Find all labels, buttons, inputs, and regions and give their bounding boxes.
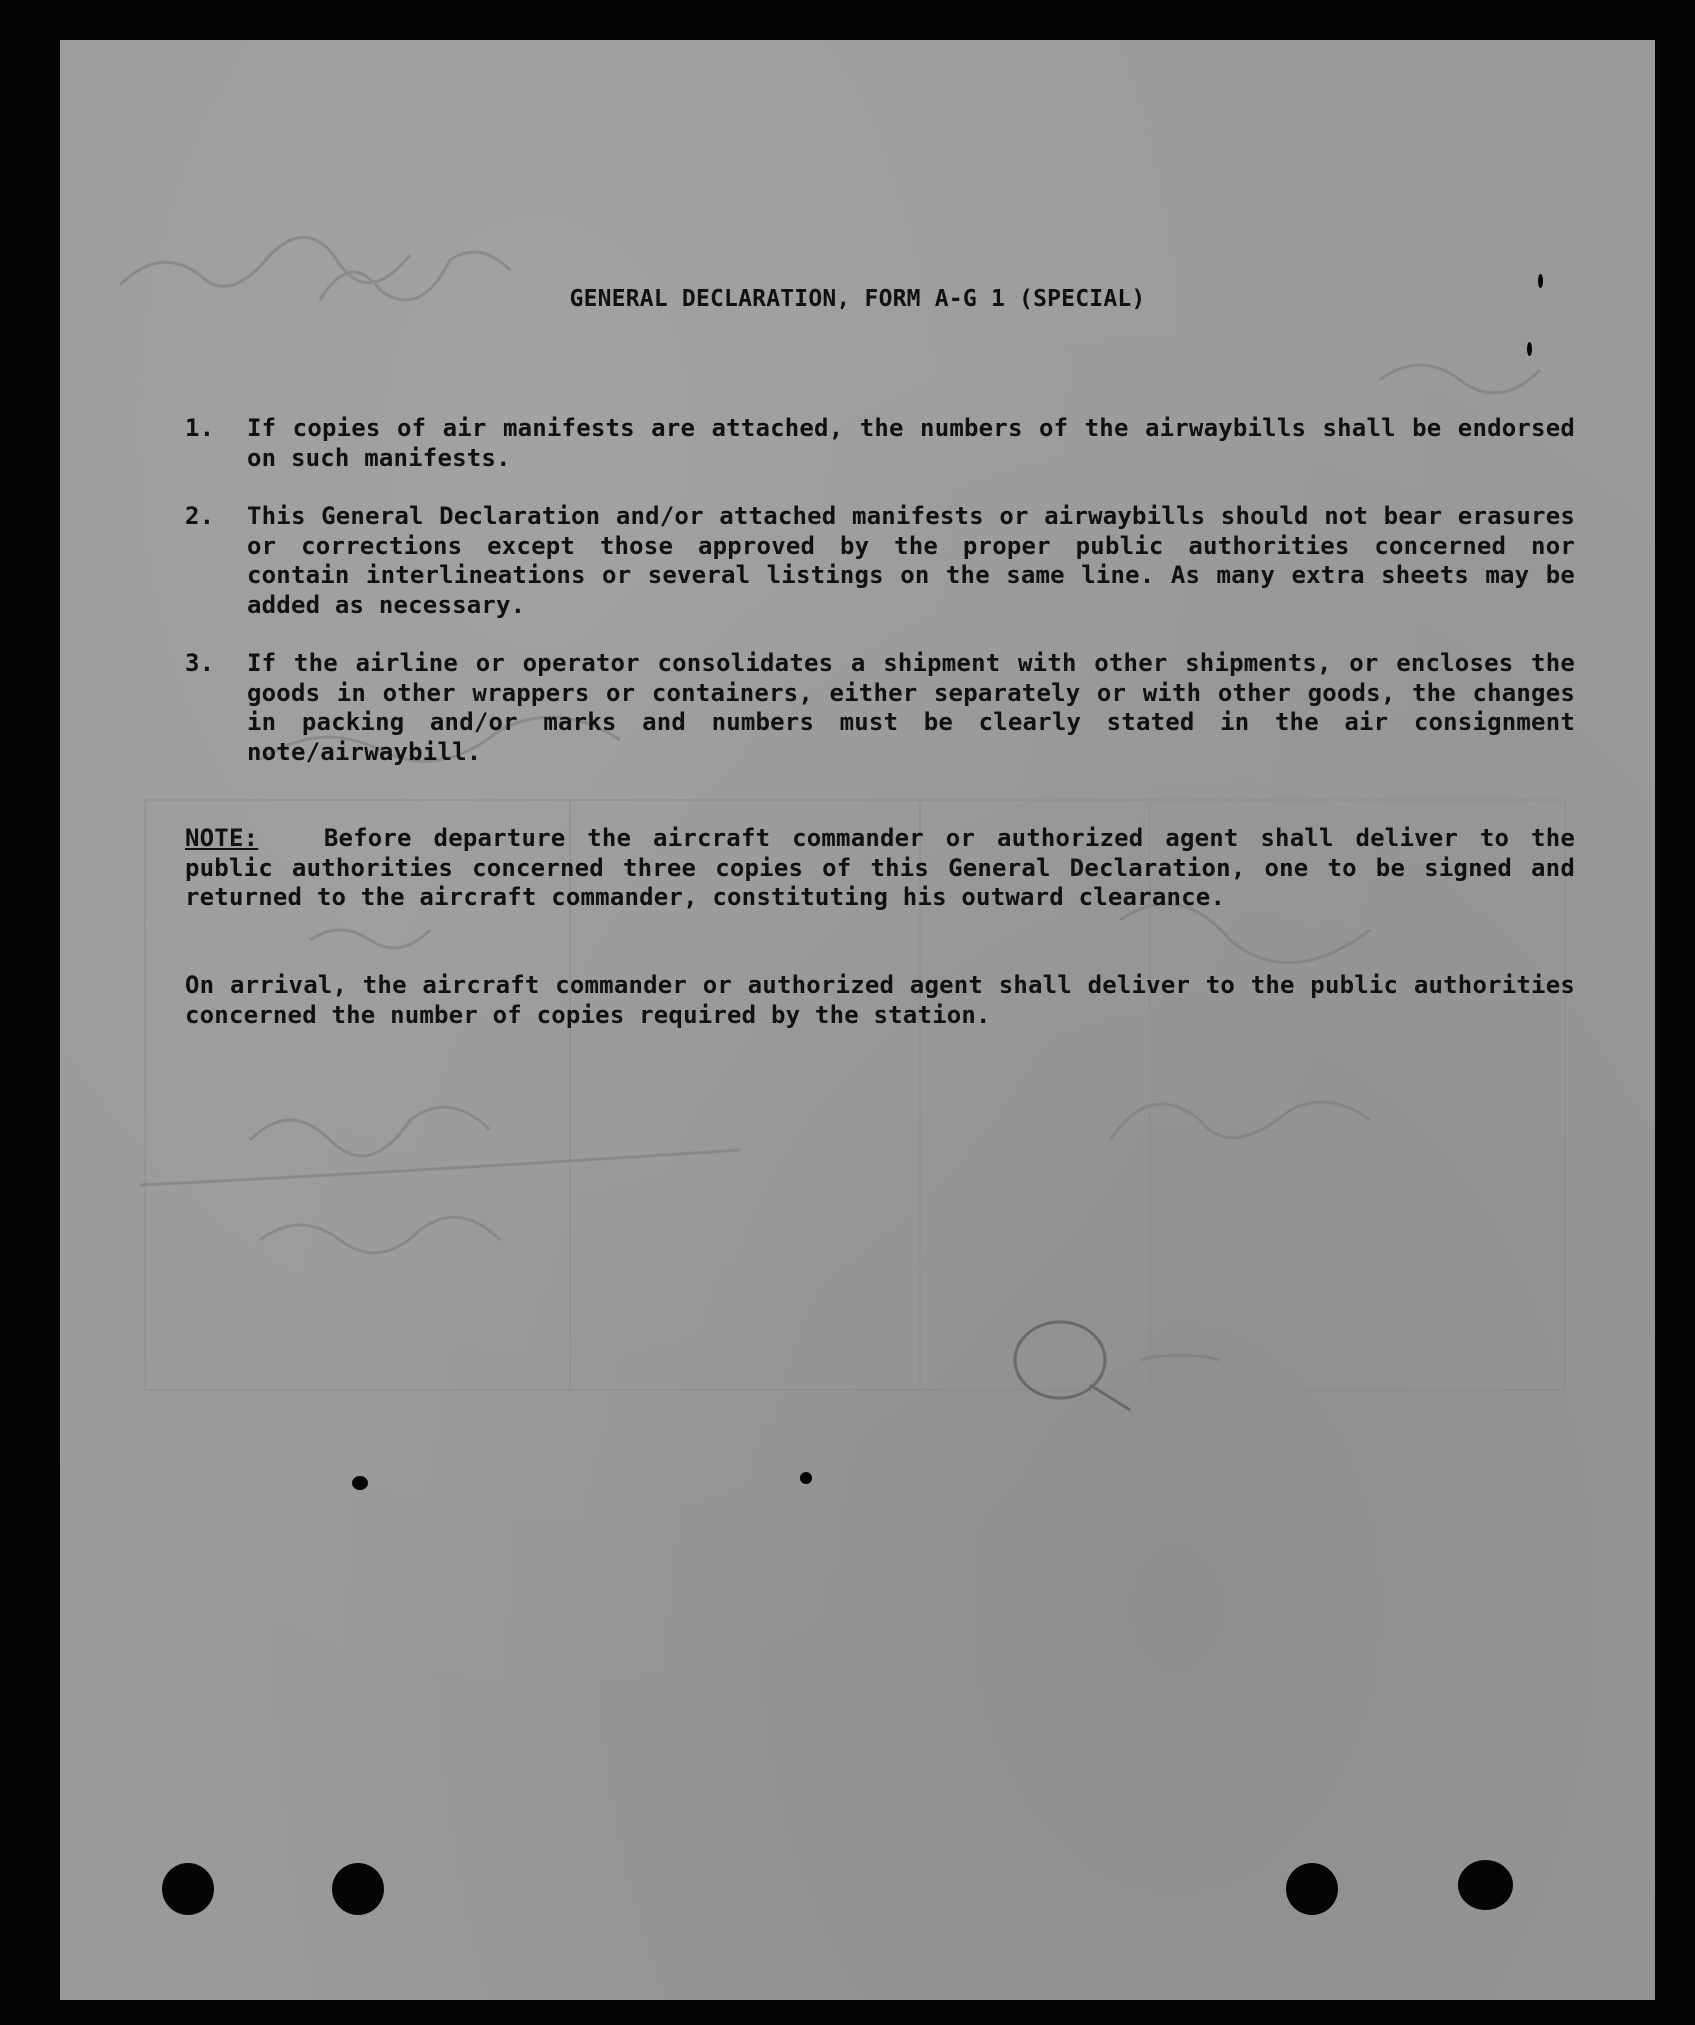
ink-speck	[1527, 342, 1532, 356]
instruction-item-2	[185, 502, 1575, 620]
note-label: NOTE:	[185, 824, 259, 852]
note-text: On arrival, the aircraft commander or authorized agent shall deliver to the public authorities concerned the number of copies required by the station.	[185, 971, 1575, 1029]
item-text: If copies of air manifests are attached, the numbers of the airwaybills shall be endorsed on such manifests.	[247, 414, 1575, 472]
punch-hole	[1286, 1863, 1338, 1915]
ink-speck	[352, 1476, 368, 1490]
punch-hole	[162, 1863, 214, 1915]
ink-speck	[800, 1472, 812, 1484]
punch-hole	[1458, 1860, 1513, 1910]
note-paragraph-2	[185, 971, 1575, 1030]
item-text: If the airline or operator consolidates a shipment with other shipments, or encloses the goods in other wrappers or containers, either separately or with other goods, the changes in packing and/or marks and numbers must be clearly stated in the air consignment note/airwaybill.	[247, 649, 1575, 766]
form-title: GENERAL DECLARATION, FORM A-G 1 (SPECIAL)	[569, 286, 1146, 312]
item-number: 2.	[185, 502, 215, 530]
document-page	[60, 40, 1655, 2000]
ink-speck	[1538, 274, 1543, 288]
item-text: This General Declaration and/or attached manifests or airwaybills should not bear erasures or corrections except those approved by the proper public authorities concerned nor contain interlineations or several listings on the same line. As many extra sheets may be added as necessary.	[247, 502, 1575, 619]
item-number: 1.	[185, 414, 215, 442]
note-text: Before departure the aircraft commander or authorized agent shall deliver to the public authorities concerned three copies of this General Declaration, one to be signed and returned to the aircraft commander, constituting his outward clearance.	[185, 824, 1575, 911]
item-number: 3.	[185, 649, 215, 677]
note-paragraph-1	[185, 824, 1575, 913]
instruction-item-1	[185, 414, 1575, 473]
instruction-item-3	[185, 649, 1575, 767]
punch-hole	[332, 1863, 384, 1915]
